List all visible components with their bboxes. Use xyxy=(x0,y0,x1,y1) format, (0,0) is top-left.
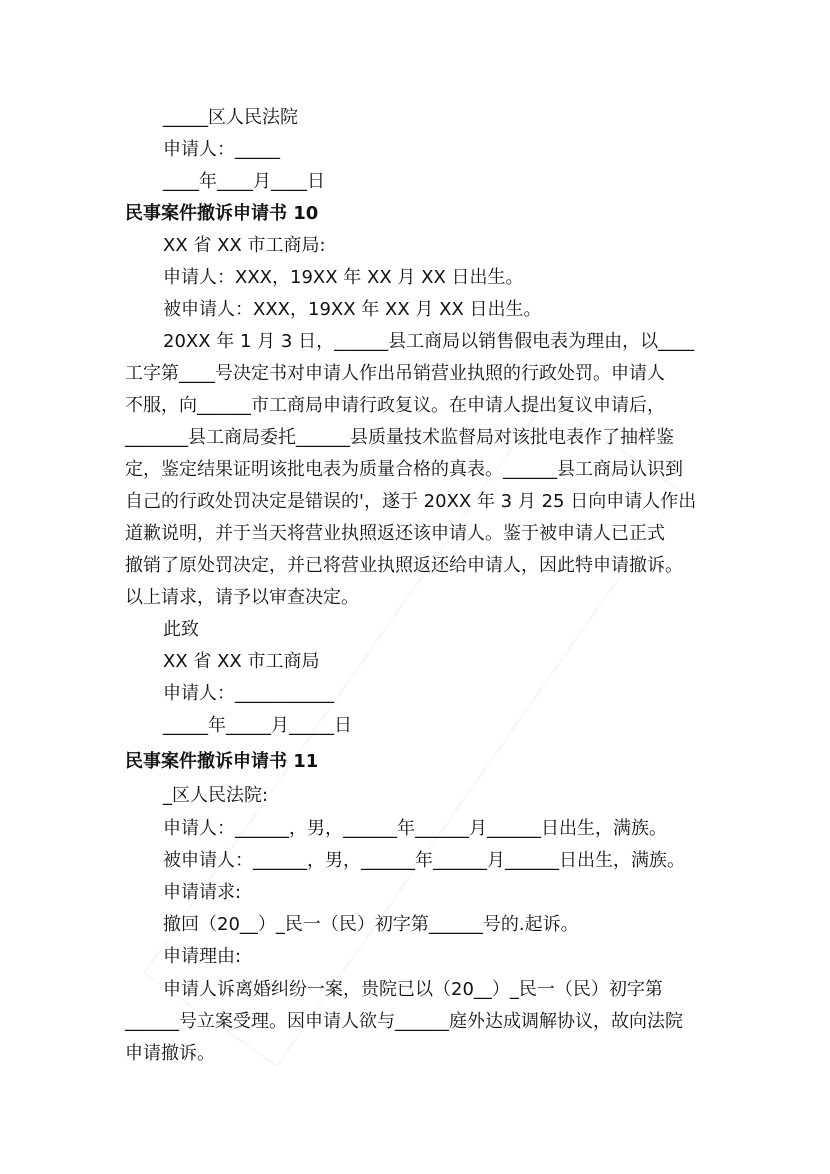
body-line: 定，鉴定结果证明该批电表为质量合格的真表。______县工商局认识到 xyxy=(125,459,683,480)
reason-label: 申请理由: xyxy=(163,946,242,967)
respondent-line: 被申请人：______，男，______年______月______日出生，满族。 xyxy=(163,850,685,871)
request-line: 撤回（20__）_民一（民）初字第______号的.起诉。 xyxy=(163,914,579,935)
signature-line: 申请人：___________ xyxy=(163,683,334,704)
addressee: XX 省 XX 市工商局: xyxy=(163,235,326,256)
respondent-line: 被申请人：XXX，19XX 年 XX 月 XX 日出生。 xyxy=(163,299,542,320)
applicant-line: 申请人：______，男，______年______月______日出生，满族。 xyxy=(163,818,667,839)
recipient: XX 省 XX 市工商局 xyxy=(163,651,320,672)
date-line: ____年____月____日 xyxy=(163,171,325,192)
section-11-heading: 民事案件撤诉申请书 11 xyxy=(125,751,319,772)
reason-line: 申请撤诉。 xyxy=(125,1043,215,1064)
applicant-line: 申请人：XXX，19XX 年 XX 月 XX 日出生。 xyxy=(163,267,524,288)
section-10-heading: 民事案件撤诉申请书 10 xyxy=(125,203,319,224)
body-line: 道歉说明，并于当天将营业执照返还该申请人。鉴于被申请人已正式 xyxy=(125,523,665,544)
body-line: 工字第____号决定书对申请人作出吊销营业执照的行政处罚。申请人 xyxy=(125,363,665,384)
body-line: _______县工商局委托______县质量技术监督局对该批电表作了抽样鉴 xyxy=(125,427,674,448)
reason-line: 申请人诉离婚纠纷一案，贵院已以（20__）_民一（民）初字第 xyxy=(163,979,663,1000)
closing: 此致 xyxy=(163,619,199,640)
reason-line: ______号立案受理。因申请人欲与______庭外达成调解协议，故向法院 xyxy=(125,1011,683,1032)
court-line: _区人民法院: xyxy=(163,785,269,806)
body-line: 20XX 年 1 月 3 日，______县工商局以销售假电表为理由，以____ xyxy=(163,331,695,352)
request-label: 申请请求: xyxy=(163,882,242,903)
body-line: 不服，向______市工商局申请行政复议。在申请人提出复议申请后， xyxy=(125,395,665,416)
body-line: 以上请求，请予以审查决定。 xyxy=(125,587,359,608)
date-line: _____年_____月_____日 xyxy=(163,715,352,736)
body-line: 撤销了原处罚决定，并已将营业执照返还给申请人，因此特申请撤诉。 xyxy=(125,555,683,576)
body-line: 自己的行政处罚决定是错误的'，遂于 20XX 年 3 月 25 日向申请人作出 xyxy=(125,491,697,512)
applicant-line: 申请人：_____ xyxy=(163,139,280,160)
court-line: _____区人民法院 xyxy=(163,107,298,128)
